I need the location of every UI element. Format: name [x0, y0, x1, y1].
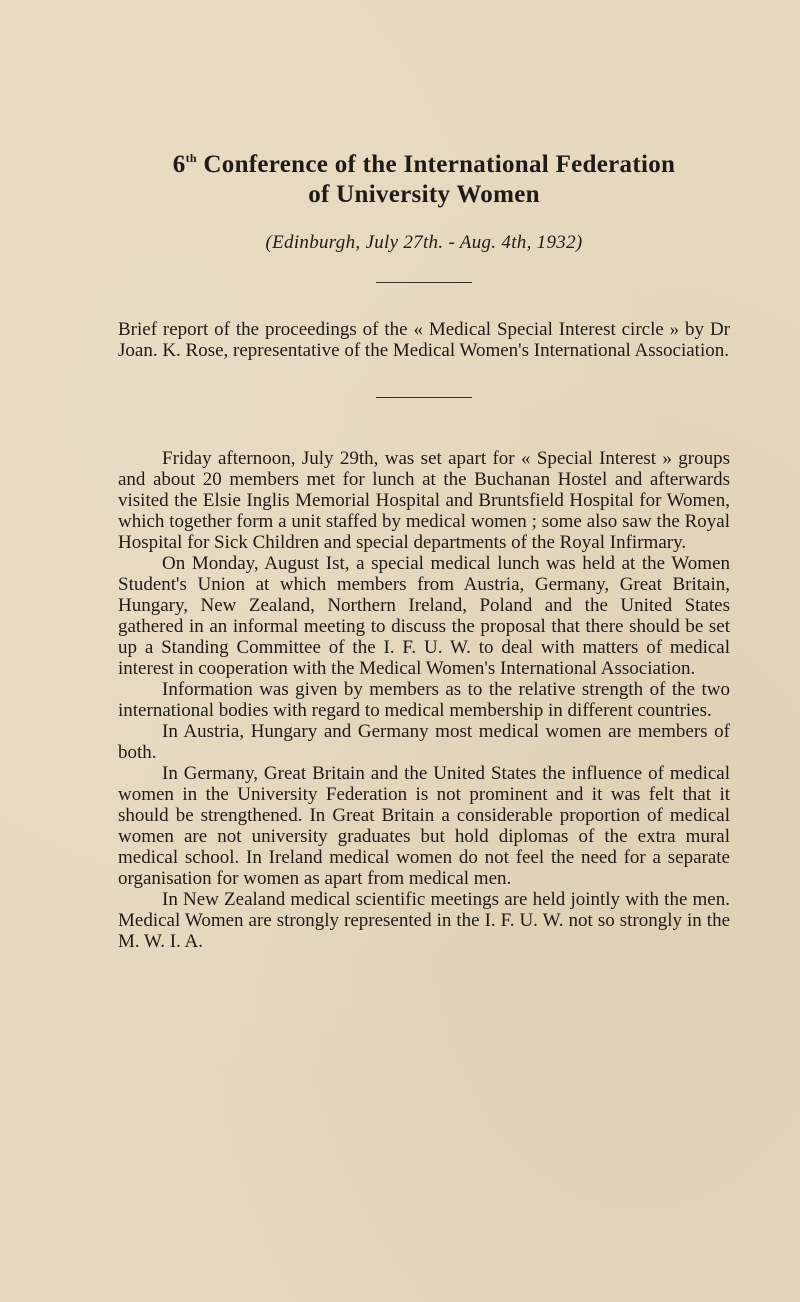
document-page: [118, 150, 730, 952]
intro-paragraph: Brief report of the proceedings of the « Medical Special Interest circle » by Dr Joan. K. Rose, representative of the Medical Women's International Association.: [118, 319, 730, 361]
document-subtitle: (Edinburgh, July 27th. - Aug. 4th, 1932): [265, 232, 583, 253]
title-line-2: of University Women: [308, 181, 540, 208]
title-ordinal: 6: [172, 151, 186, 178]
body-paragraph: Friday afternoon, July 29th, was set apart for « Special Interest » groups and about 20 members met for lunch at the Buchanan Hostel and afterwards visited the Elsie Inglis Memorial Hospital and Bruntsfield Hospital for Women, which together form a unit staffed by medical women ; some also saw the Royal Hospital for Sick Children and special departments of the Royal Infirmary.: [118, 448, 730, 553]
body-paragraph: In Germany, Great Britain and the United States the influence of medical women in the University Federation is not prominent and it was felt that it should be strengthened. In Great Britain a considerable proportion of medical women are not university graduates but hold diplomas of the extra mural medical school. In Ireland medical women do not feel the need for a separate organisation for women as apart from medical men.: [118, 763, 730, 889]
divider-rule: [376, 397, 472, 398]
title-ordinal-suffix: th: [185, 151, 197, 165]
body-paragraph: Information was given by members as to the relative strength of the two international bodies with regard to medical membership in different countries.: [118, 679, 730, 721]
body-paragraph: In Austria, Hungary and Germany most medical women are members of both.: [118, 721, 730, 763]
body-paragraph: On Monday, August Ist, a special medical lunch was held at the Women Student's Union at which members from Austria, Germany, Great Britain, Hungary, New Zealand, Northern Ireland, Poland and the United States gathered in an informal meeting to discuss the proposal that there should be set up a Standing Committee of the I. F. U. W. to deal with matters of medical interest in cooperation with the Medical Women's International Association.: [118, 553, 730, 679]
divider-rule: [376, 282, 472, 283]
document-title: [118, 150, 730, 210]
report-body: [118, 448, 730, 952]
title-line-1: Conference of the International Federation: [196, 151, 676, 178]
body-paragraph: In New Zealand medical scientific meetings are held jointly with the men. Medical Women are strongly represented in the I. F. U. W. not so strongly in the M. W. I. A.: [118, 889, 730, 952]
